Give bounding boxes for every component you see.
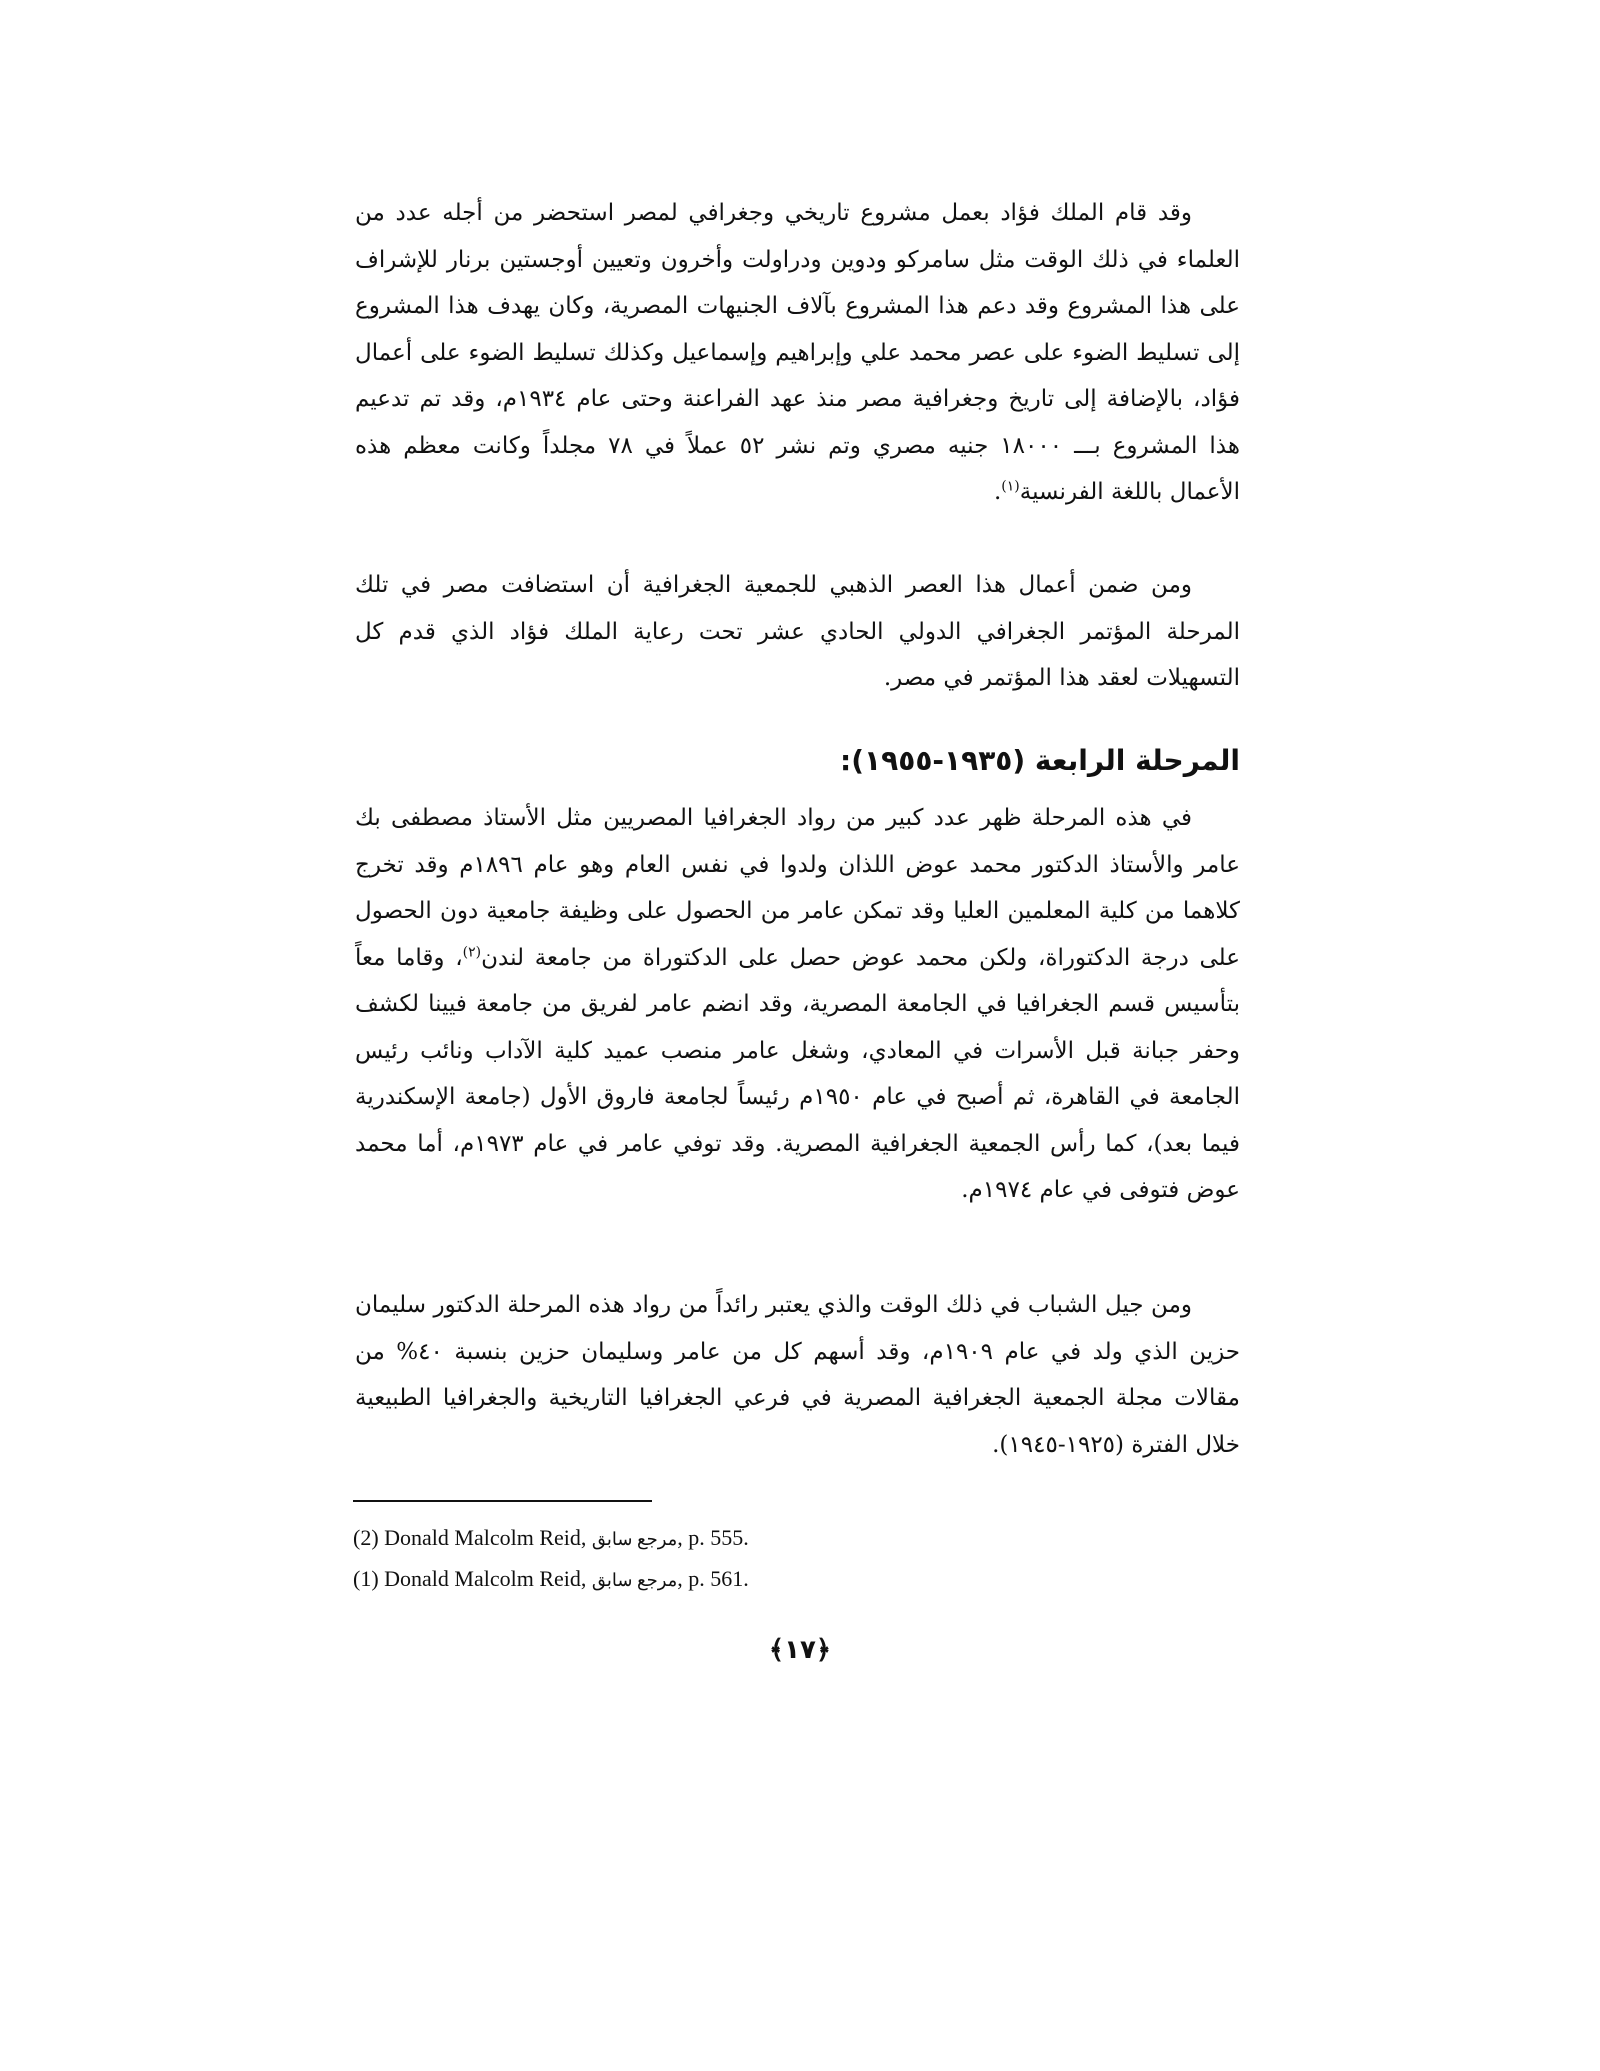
page-number: ﴿١٧﴾ [768,1635,832,1665]
body-paragraph-2 [355,562,1240,702]
paragraph-3-text-before-ref: في هذه المرحلة ظهر عدد كبير من رواد الجغرافيا المصريين مثل الأستاذ مصطفى بك عامر والأستاذ الدكتور محمد عوض اللذان ولدوا في نفس العام وهو عام ١٨٩٦م وقد تخرج كلاهما من كلية المعلمين العليا وقد تمكن عامر من الحصول على وظيفة جامعية دون الحصول على درجة الدكتوراة، ولكن محمد عوض حصل على الدكتوراة من جامعة لندن [355,805,1241,971]
paragraph-1-text: وقد قام الملك فؤاد بعمل مشروع تاريخي وجغرافي لمصر استحضر من أجله عدد من العلماء في ذلك الوقت مثل سامركو ودوين ودراولت وأخرون وتعيين أوجستين برنار للإشراف على هذا المشروع وقد دعم هذا المشروع بآلاف الجنيهات المصرية، وكان يهدف هذا المشروع إلى تسليط الضوء على عصر محمد علي وإبراهيم وإسماعيل وكذلك تسليط الضوء على أعمال فؤاد، بالإضافة إلى تاريخ وجغرافية مصر منذ عهد الفراعنة وحتى عام ١٩٣٤م، وقد تم تدعيم هذا المشروع بـــ ١٨٠٠٠ جنيه مصري وتم نشر ٥٢ عملاً في ٧٨ مجلداً وكانت معظم هذه الأعمال باللغة الفرنسية [355,200,1241,505]
footnote-prefix: (2) Donald Malcolm Reid, [353,1525,592,1550]
footnote-item [353,1559,1233,1600]
body-paragraph-1 [355,190,1240,516]
section-heading: المرحلة الرابعة (١٩٣٥-١٩٥٥): [840,744,1240,777]
footnote-suffix: , p. 555. [677,1525,749,1550]
paragraph-1-end: . [993,479,1002,505]
paragraph-3-text-after-ref: ، وقاما معاً بتأسيس قسم الجغرافيا في الجامعة المصرية، وقد انضم عامر لفريق من جامعة فيينا لكشف وحفر جبانة قبل الأسرات في المعادي، وشغل عامر منصب عميد كلية الآداب ونائب رئيس الجامعة في القاهرة، ثم أصبح في عام ١٩٥٠م رئيساً لجامعة فاروق الأول (جامعة الإسكندرية فيما بعد)، كما رأس الجمعية الجغرافية المصرية. وقد توفي عامر في عام ١٩٧٣م، أما محمد عوض فتوفى في عام ١٩٧٤م. [355,944,1240,1203]
footnote-divider [353,1500,652,1502]
footnote-ref-1: (١) [1001,478,1020,495]
paragraph-text [355,795,1240,1214]
footnote-item [353,1518,1233,1559]
body-paragraph-4 [355,1282,1240,1468]
footnote-arabic: مرجع سابق [591,1570,678,1590]
body-paragraph-3 [355,795,1240,1214]
paragraph-2-text: ومن ضمن أعمال هذا العصر الذهبي للجمعية الجغرافية أن استضافت مصر في تلك المرحلة المؤتمر الجغرافي الدولي الحادي عشر تحت رعاية الملك فؤاد الذي قدم كل التسهيلات لعقد هذا المؤتمر في مصر. [355,572,1240,691]
paragraph-text [355,190,1240,516]
footnote-suffix: , p. 561. [677,1566,749,1591]
footnotes [353,1518,1233,1600]
footnote-prefix: (1) Donald Malcolm Reid, [353,1566,592,1591]
footnote-arabic: مرجع سابق [591,1529,678,1549]
paragraph-4-text: ومن جيل الشباب في ذلك الوقت والذي يعتبر رائداً من رواد هذه المرحلة الدكتور سليمان حزين الذي ولد في عام ١٩٠٩م، وقد أسهم كل من عامر وسليمان حزين بنسبة ٤٠% من مقالات مجلة الجمعية الجغرافية المصرية في فرعي الجغرافيا التاريخية والجغرافيا الطبيعية خلال الفترة (١٩٢٥-١٩٤٥). [355,1292,1241,1458]
footnote-ref-2: (٢) [462,943,482,960]
